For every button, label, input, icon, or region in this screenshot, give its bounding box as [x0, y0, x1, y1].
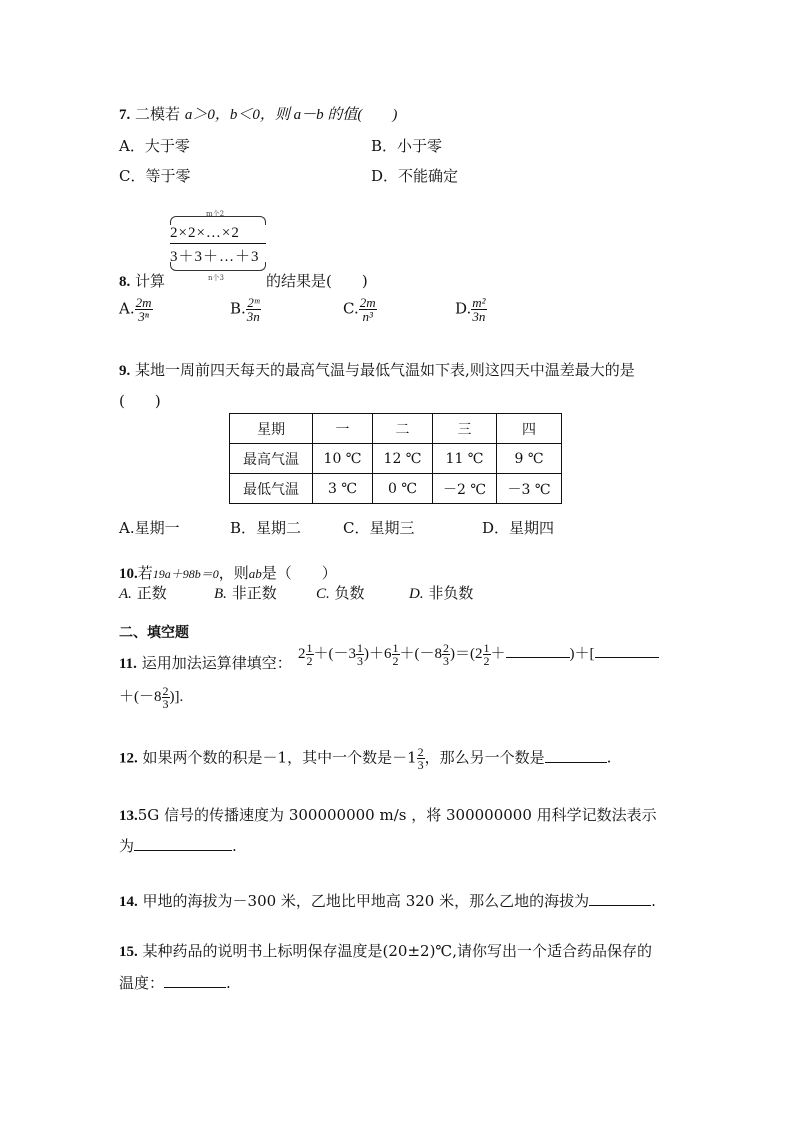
q8-option-b[interactable]: B. $\frac{\text{2ᵐ}}{3n}$: [230, 295, 260, 324]
table-header-cell: 星期: [230, 414, 313, 444]
table-cell: 12 ℃: [373, 444, 433, 474]
table-cell: 3 ℃: [313, 474, 373, 504]
q15-line2: 温度： .: [119, 974, 231, 992]
q11-blank-1[interactable]: [506, 643, 570, 658]
q11-blank-2[interactable]: [595, 643, 659, 658]
q8-option-a[interactable]: A. $\frac{2m}{\text{3ⁿ}}$: [119, 295, 152, 324]
q9-option-d[interactable]: D．星期四: [482, 519, 555, 537]
q12-answer-blank[interactable]: [545, 748, 607, 763]
q14-answer-blank[interactable]: [589, 891, 651, 906]
q13-line2: 为 .: [119, 837, 237, 855]
q9-option-a[interactable]: A.星期一: [119, 519, 180, 537]
table-header-cell: 三: [433, 414, 497, 444]
q9-option-c[interactable]: C．星期三: [343, 519, 415, 537]
q7-option-c[interactable]: C．等于零: [119, 167, 191, 185]
table-cell: 10 ℃: [313, 444, 373, 474]
table-header-cell: 四: [497, 414, 562, 444]
q8-bottom-label: n个3: [208, 274, 224, 282]
q9-option-b[interactable]: B．星期二: [230, 519, 302, 537]
q9-stem: 9. 某地一周前四天每天的最高气温与最低气温如下表,则这四天中温差最大的是: [119, 361, 635, 379]
q15-line1: 15. 某种药品的说明书上标明保存温度是(20±2)℃,请你写出一个适合药品保存的: [119, 942, 652, 960]
q8-option-c[interactable]: C. $\frac{2m}{\text{n³}}$: [343, 295, 376, 324]
q10-option-a[interactable]: A. 正数: [119, 584, 167, 602]
table-cell: －3 ℃: [497, 474, 562, 504]
table-row: [230, 474, 562, 504]
q7-option-b[interactable]: B．小于零: [371, 137, 443, 155]
q11-line2: ＋(－8 $\frac{2}{3}$ )].: [119, 684, 184, 712]
q8-denominator: 3＋3＋…＋3: [170, 249, 260, 265]
table-row: [230, 444, 562, 474]
table-header-row: [230, 414, 562, 444]
q8-fraction-bar: [170, 243, 266, 244]
section-title: 二、填空题: [119, 625, 189, 641]
q8-stem-pre: 8. 计算: [119, 272, 166, 290]
table-header-cell: 二: [373, 414, 433, 444]
q8-bottom-brace: [170, 262, 266, 271]
q13-answer-blank[interactable]: [134, 836, 232, 851]
q8-top-brace: [170, 216, 266, 225]
q8-stem-post: 的结果是( ): [266, 272, 368, 290]
q8-numerator: 2×2×…×2: [170, 225, 240, 241]
q10-option-b[interactable]: B. 非正数: [214, 584, 277, 602]
q14-line: 14. 甲地的海拔为－300 米，乙地比甲地高 320 米，那么乙地的海拔为 .: [119, 892, 656, 910]
table-cell: 最高气温: [230, 444, 313, 474]
q8-option-d[interactable]: D. $\frac{\text{m²}}{3n}$: [455, 295, 486, 324]
q7-stem: 7. 二模若 a＞0，b＜0，则 a－b 的值( ): [119, 105, 398, 123]
q9-paren: ( ): [119, 392, 161, 410]
q8-top-label: m个2: [206, 210, 225, 218]
q7-option-d[interactable]: D．不能确定: [371, 167, 459, 185]
q12-line: 12. 如果两个数的积是－1，其中一个数是－1 $\frac{2}{3}$ ，那么另一个数是 .: [119, 745, 612, 772]
q10-stem: 10.若19a＋98b＝0，则ab是（ ）: [119, 564, 337, 582]
table-cell: －2 ℃: [433, 474, 497, 504]
table-cell: 11 ℃: [433, 444, 497, 474]
table-header-cell: 一: [313, 414, 373, 444]
q10-option-d[interactable]: D. 非负数: [409, 584, 474, 602]
q11-expression: 2 $\frac{1}{2}$ ＋(－3 $\frac{1}{3}$ )＋6 $\frac{1}{2}$ ＋(－8 $\frac{2}{3}$ )＝(2 $\frac{1}{2}$ ＋ )＋[: [298, 642, 659, 667]
q15-answer-blank[interactable]: [164, 973, 226, 988]
table-cell: 0 ℃: [373, 474, 433, 504]
q10-option-c[interactable]: C. 负数: [316, 584, 365, 602]
q7-option-a[interactable]: A．大于零: [119, 137, 190, 155]
table-cell: 最低气温: [230, 474, 313, 504]
q13-line1: 13.5G 信号的传播速度为 300000000 m/s ，将 300000000 用科学记数法表示: [119, 806, 657, 824]
q11-line1: 11. 运用加法运算律填空：: [119, 654, 292, 672]
temperature-table: [229, 413, 562, 504]
table-cell: 9 ℃: [497, 444, 562, 474]
